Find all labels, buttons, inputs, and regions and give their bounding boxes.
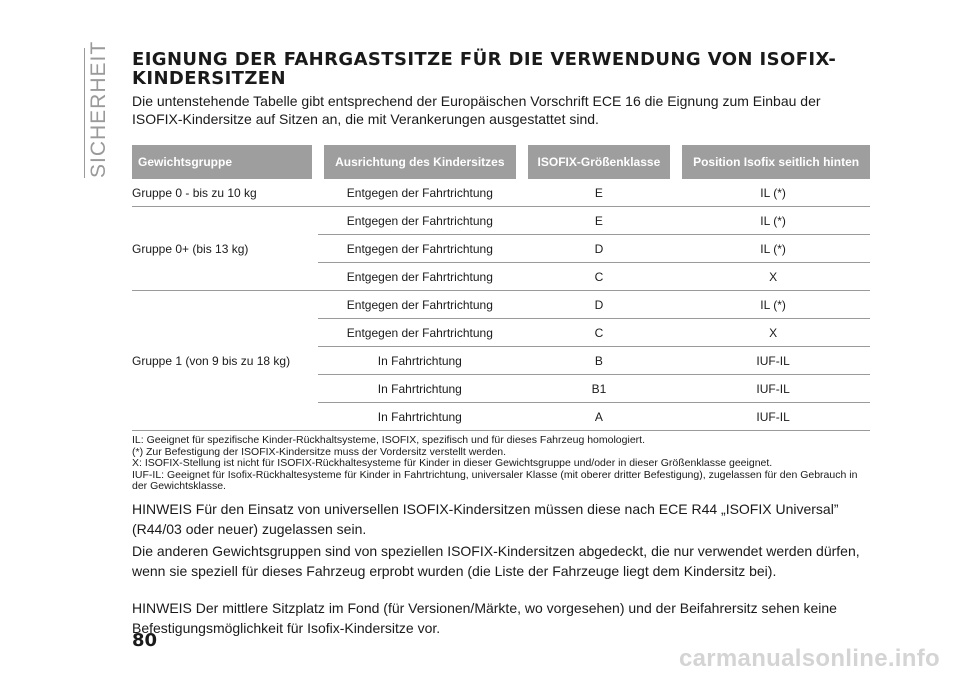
orientation-cell: Entgegen der Fahrtrichtung	[318, 263, 522, 291]
size-class-cell: A	[522, 403, 677, 431]
orientation-cell: Entgegen der Fahrtrichtung	[318, 207, 522, 235]
position-cell: IL (*)	[676, 207, 870, 235]
group-cell: Gruppe 0 - bis zu 10 kg	[132, 179, 318, 207]
orientation-cell: In Fahrtrichtung	[318, 375, 522, 403]
isofix-table	[132, 145, 870, 431]
header-position: Position Isofix seitlich hinten	[676, 145, 870, 179]
position-cell: IUF-IL	[676, 403, 870, 431]
size-class-cell: C	[522, 319, 677, 347]
footnote: (*) Zur Befestigung der ISOFIX-Kindersitze muss der Vordersitz verstellt werden.	[132, 445, 507, 458]
watermark: carmanualsonline.info	[678, 645, 940, 672]
orientation-cell: In Fahrtrichtung	[318, 403, 522, 431]
table-footnotes	[132, 435, 870, 493]
page-number: 80	[132, 630, 158, 651]
position-cell: IUF-IL	[676, 375, 870, 403]
header-size-class: ISOFIX-Größenklasse	[522, 145, 677, 179]
orientation-cell: Entgegen der Fahrtrichtung	[318, 179, 522, 207]
table-row	[132, 179, 870, 207]
position-cell: IUF-IL	[676, 347, 870, 375]
section-title: EIGNUNG DER FAHRGASTSITZE FÜR DIE VERWENDUNG VON ISOFIX-KINDERSITZEN	[132, 49, 837, 89]
table-header-row	[132, 145, 870, 179]
hint-paragraph: HINWEIS Der mittlere Sitzplatz im Fond (für Versionen/Märkte, wo vorgesehen) und der Beifahrersitz sehen keine Befestigungsmöglichkeit für Isofix-Kindersitze vor.	[132, 599, 837, 636]
footnote: IUF-IL: Geeignet für Isofix-Rückhaltesysteme für Kinder in Fahrtrichtung, universaler Klasse (mit oberer dritter Befestigung), zugelassen für den Gebrauch in der Gewichtsklasse.	[132, 468, 858, 492]
position-cell: X	[676, 319, 870, 347]
orientation-cell: Entgegen der Fahrtrichtung	[318, 291, 522, 319]
group-cell: Gruppe 0+ (bis 13 kg)	[132, 207, 318, 291]
position-cell: IL (*)	[676, 291, 870, 319]
intro-paragraph: Die untenstehende Tabelle gibt entsprechend der Europäischen Vorschrift ECE 16 die Eignung zum Einbau der ISOFIX-Kindersitze auf Sitzen an, die mit Verankerungen ausgestattet sind.	[132, 93, 821, 127]
size-class-cell: E	[522, 207, 677, 235]
size-class-cell: C	[522, 263, 677, 291]
table-row	[132, 291, 870, 319]
position-cell: IL (*)	[676, 235, 870, 263]
size-class-cell: B	[522, 347, 677, 375]
page-content	[132, 50, 870, 638]
orientation-cell: In Fahrtrichtung	[318, 347, 522, 375]
header-weight-group: Gewichtsgruppe	[132, 145, 318, 179]
size-class-cell: B1	[522, 375, 677, 403]
footnote: IL: Geeignet für spezifische Kinder-Rückhaltsysteme, ISOFIX, spezifisch und für dieses Fahrzeug homologiert.	[132, 434, 645, 446]
section-label: SICHERHEIT	[87, 40, 110, 178]
footnote: X: ISOFIX-Stellung ist nicht für ISOFIX-Rückhaltesysteme für Kinder in dieser Gewichtsgruppe und/oder in dieser Größenklasse geeignet.	[132, 457, 773, 469]
info-paragraph: Die anderen Gewichtsgruppen sind von speziellen ISOFIX-Kindersitzen abgedeckt, die nur verwendet werden dürfen, wenn sie speziell für dieses Fahrzeug erprobt wurden (die Liste der Fahrzeuge liegt dem Kindersitz bei).	[132, 542, 860, 579]
section-side-tab	[84, 40, 113, 178]
orientation-cell: Entgegen der Fahrtrichtung	[318, 319, 522, 347]
position-cell: X	[676, 263, 870, 291]
orientation-cell: Entgegen der Fahrtrichtung	[318, 235, 522, 263]
size-class-cell: D	[522, 235, 677, 263]
size-class-cell: D	[522, 291, 677, 319]
group-cell: Gruppe 1 (von 9 bis zu 18 kg)	[132, 291, 318, 431]
hint-paragraph: HINWEIS Für den Einsatz von universellen ISOFIX-Kindersitzen müssen diese nach ECE R44 „ISOFIX Universal” (R44/03 oder neuer) zugelassen sein.	[132, 500, 839, 537]
size-class-cell: E	[522, 179, 677, 207]
position-cell: IL (*)	[676, 179, 870, 207]
table-row	[132, 207, 870, 235]
header-orientation: Ausrichtung des Kindersitzes	[318, 145, 522, 179]
